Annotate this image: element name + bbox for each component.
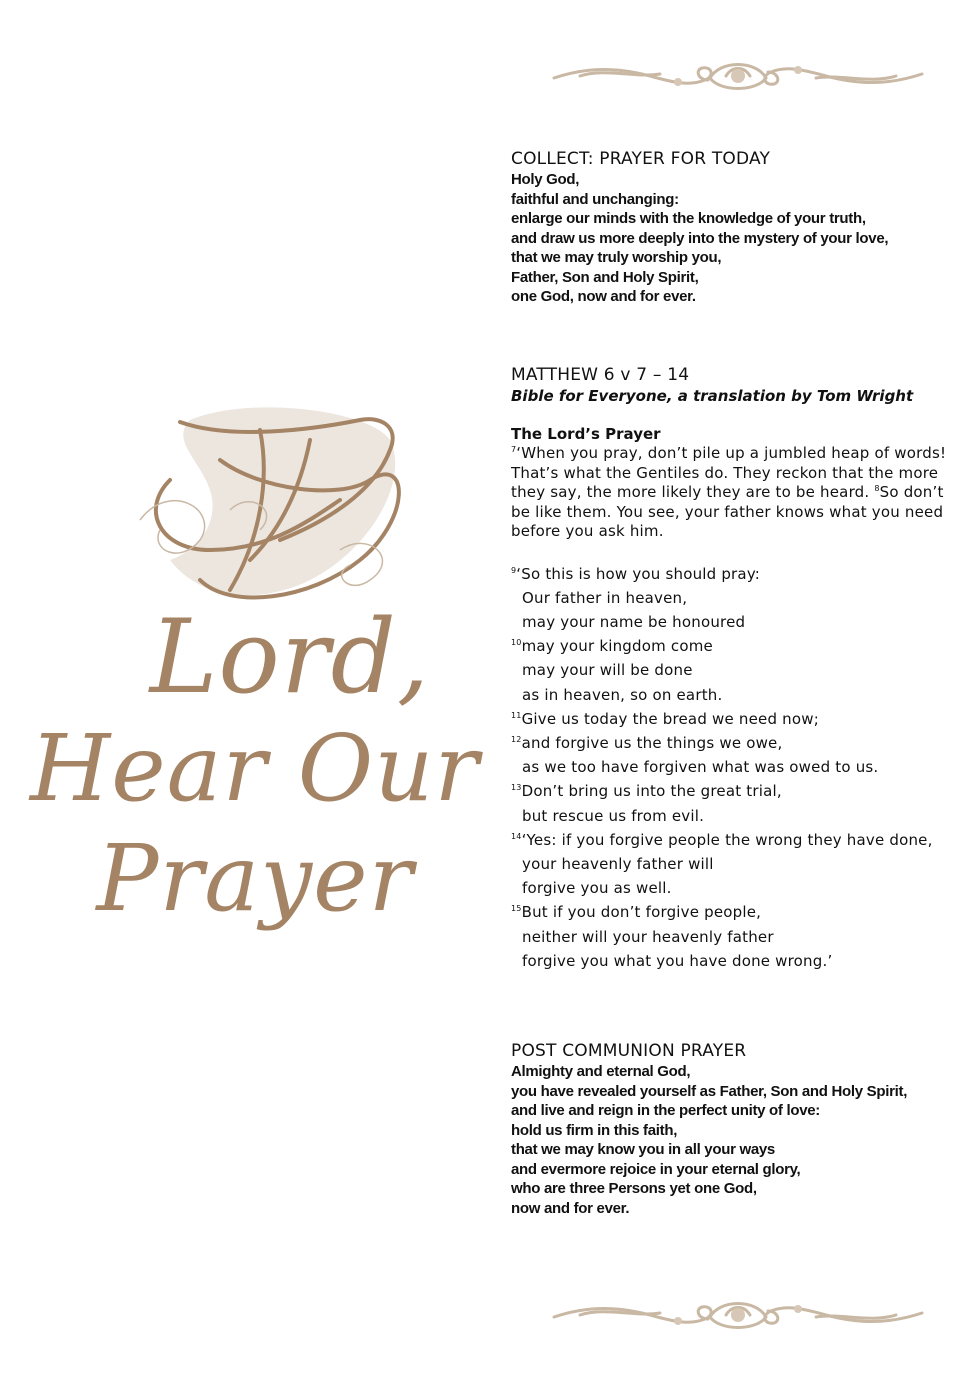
- reading-paragraph: [511, 444, 961, 542]
- collect-heading: COLLECT: PRAYER FOR TODAY: [511, 149, 771, 169]
- verse-line: [511, 925, 961, 949]
- post-communion-line: you have revealed yourself as Father, Son and Holy Spirit,: [511, 1082, 908, 1100]
- verse-number: 7: [511, 445, 517, 454]
- post-communion-prayer: [511, 1062, 907, 1218]
- verse-text: as we too have forgiven what was owed to us.: [522, 758, 879, 777]
- lord-hear-our-prayer-artwork: [30, 400, 480, 960]
- verse-line: [511, 852, 961, 876]
- verse-text: forgive you what you have done wrong.’: [522, 951, 833, 970]
- reading-heading: MATTHEW 6 v 7 – 14: [511, 365, 690, 385]
- verse-line: [511, 804, 961, 828]
- flourish-ornament-top: [550, 56, 926, 96]
- verse-line: [511, 610, 961, 634]
- verse-line: [511, 658, 961, 682]
- verse-text: may your will be done: [522, 661, 693, 680]
- verse-text: But if you don’t forgive people,: [521, 903, 762, 922]
- collect-section: [511, 148, 888, 307]
- collect-prayer: [511, 170, 888, 307]
- verse-line: [511, 707, 961, 731]
- post-communion-heading: POST COMMUNION PRAYER: [511, 1041, 747, 1061]
- post-communion-line: that we may know you in all your ways: [511, 1141, 775, 1158]
- verse-line: [511, 755, 961, 779]
- collect-line: and draw us more deeply into the mystery of your love,: [511, 229, 889, 247]
- verse-line: [511, 586, 961, 610]
- verse-text: forgive you as well.: [522, 879, 672, 898]
- verse-text: So don’t be like them. You see, your father knows what you need before you ask him.: [511, 483, 944, 540]
- verse-number: 9: [511, 565, 517, 575]
- post-communion-line: who are three Persons yet one God,: [511, 1180, 757, 1197]
- verse-text: ‘Yes: if you forgive people the wrong they have done,: [521, 830, 933, 849]
- verse-text: may your kingdom come: [521, 637, 713, 656]
- verse-number: 15: [511, 904, 522, 914]
- collect-line: faithful and unchanging:: [511, 190, 679, 208]
- reading-subtitle: Bible for Everyone, a translation by Tom Wright: [511, 387, 914, 405]
- artwork-text-lord: Lord,: [149, 598, 431, 717]
- verse-number: 10: [511, 638, 522, 648]
- post-communion-line: and live and reign in the perfect unity of love:: [511, 1102, 820, 1119]
- post-communion-section: [511, 1040, 907, 1218]
- collect-line: one God, now and for ever.: [511, 288, 696, 305]
- collect-line: Holy God,: [511, 171, 580, 188]
- verse-text: Give us today the bread we need now;: [521, 709, 819, 728]
- verse-text: neither will your heavenly father: [522, 927, 774, 946]
- verse-line: [511, 900, 961, 924]
- verse-text: and forgive us the things we owe,: [521, 733, 783, 752]
- verse-line: [511, 731, 961, 755]
- post-communion-line: hold us firm in this faith,: [511, 1121, 678, 1139]
- verse-line: [511, 562, 961, 586]
- verse-text: Our father in heaven,: [522, 588, 688, 607]
- collect-line: Father, Son and Holy Spirit,: [511, 268, 699, 286]
- dove-illustration: [110, 400, 430, 620]
- artwork-text-hear-our: Hear Our: [30, 715, 480, 822]
- verse-number: 8: [874, 484, 880, 493]
- verse-text: your heavenly father will: [522, 854, 714, 873]
- verse-text: Don’t bring us into the great trial,: [521, 782, 782, 801]
- verse-number: 14: [511, 831, 522, 841]
- verse-number: 12: [511, 734, 522, 744]
- verse-line: [511, 683, 961, 707]
- collect-line: that we may truly worship you,: [511, 249, 722, 266]
- reading-section: [511, 364, 961, 973]
- verse-text: may your name be honoured: [522, 612, 746, 631]
- verse-line: [511, 779, 961, 803]
- post-communion-line: now and for ever.: [511, 1199, 630, 1217]
- lords-prayer-verses: [511, 562, 961, 973]
- verse-line: [511, 828, 961, 852]
- verse-text: as in heaven, so on earth.: [522, 685, 723, 704]
- lords-prayer-title: The Lord’s Prayer: [511, 425, 661, 443]
- post-communion-line: Almighty and eternal God,: [511, 1063, 691, 1080]
- collect-line: enlarge our minds with the knowledge of your truth,: [511, 210, 866, 227]
- artwork-text-prayer: Prayer: [96, 825, 414, 932]
- verse-number: 13: [511, 783, 522, 793]
- flourish-ornament-bottom: [550, 1295, 926, 1335]
- verse-number: 11: [511, 710, 522, 720]
- verse-text: ‘When you pray, don’t pile up a jumbled heap of words! That’s what the Gentiles do. They reckon that the more they say, the more likely they are to be heard.: [511, 444, 947, 501]
- verse-text: but rescue us from evil.: [522, 806, 705, 825]
- verse-line: [511, 876, 961, 900]
- post-communion-line: and evermore rejoice in your eternal glory,: [511, 1160, 801, 1178]
- verse-line: [511, 634, 961, 658]
- verse-text: ‘So this is how you should pray:: [516, 564, 761, 583]
- verse-line: [511, 949, 961, 973]
